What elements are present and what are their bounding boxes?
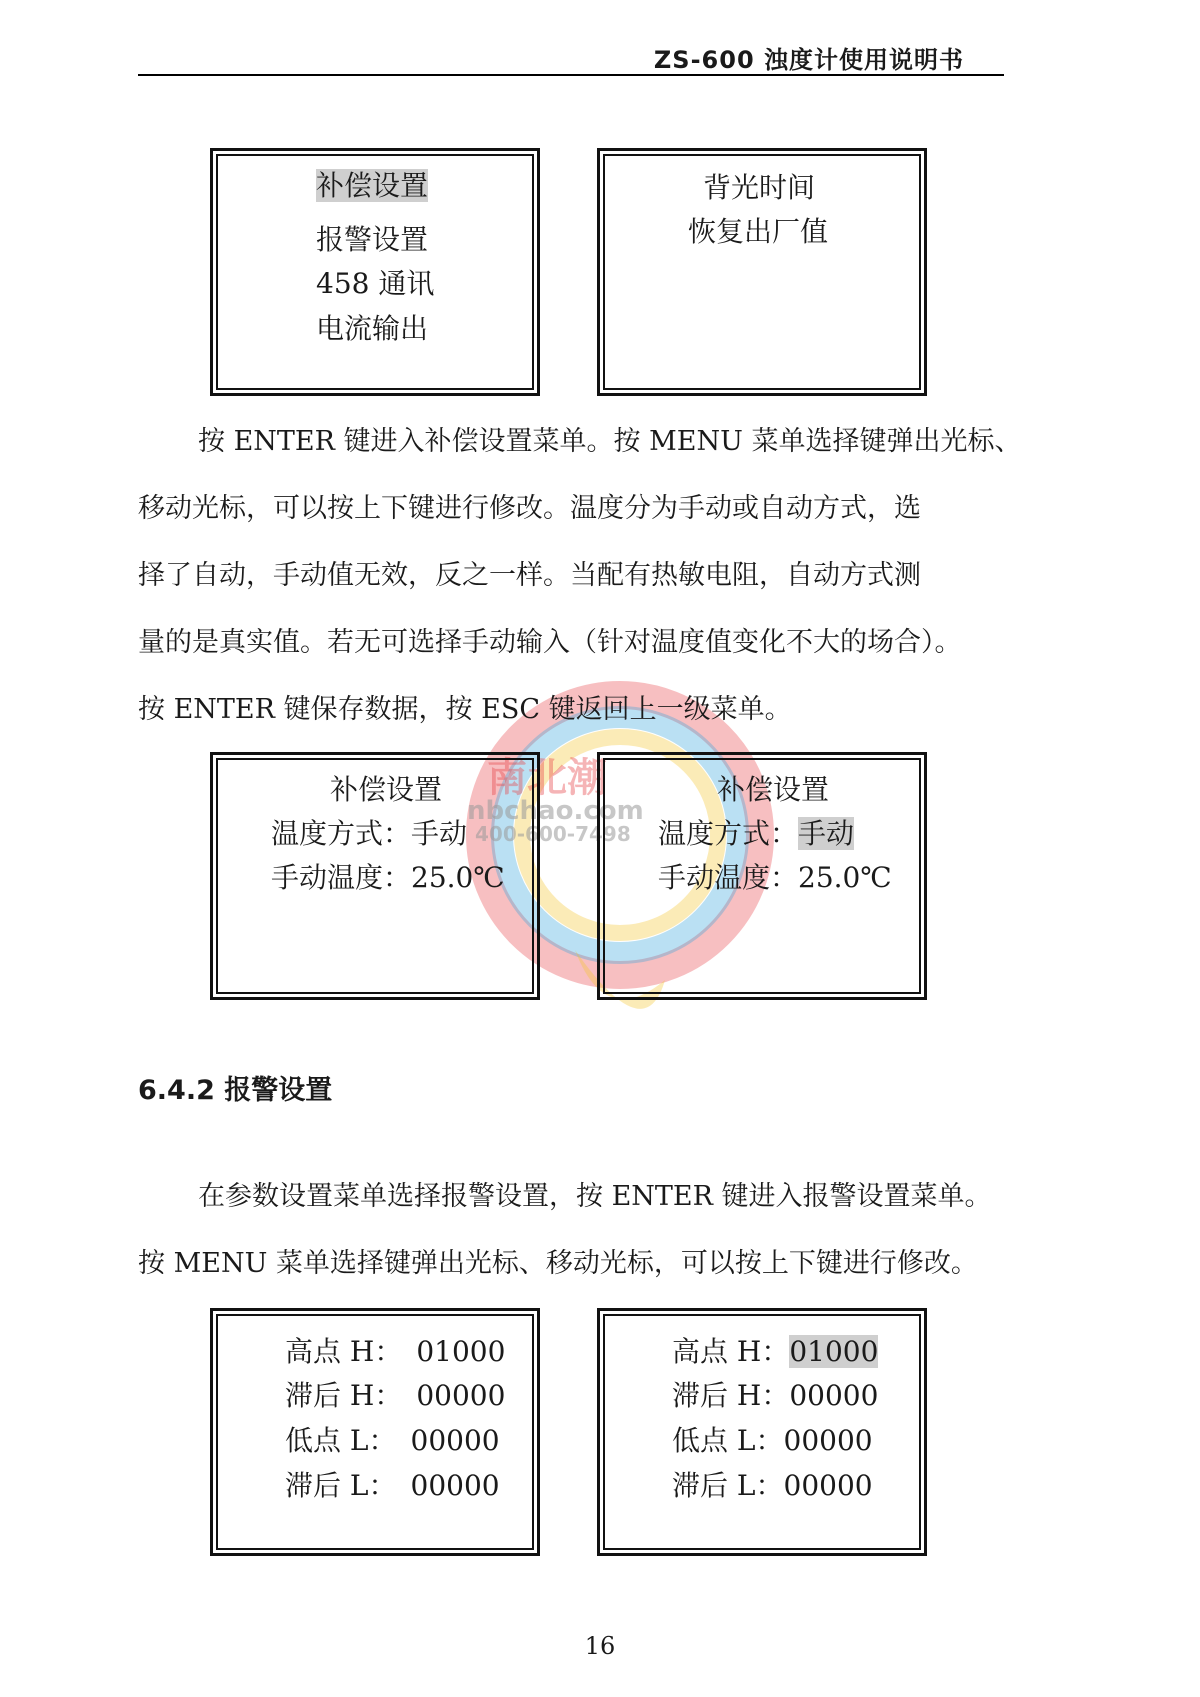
compensation-screen-right <box>597 752 927 1000</box>
alarm-value: 01000 <box>416 1335 506 1368</box>
alarm-label: 滞后 H： <box>672 1379 790 1412</box>
paragraph-line: 在参数设置菜单选择报警设置，按 ENTER 键进入报警设置菜单。 <box>198 1181 992 1212</box>
paragraph-line: 按 ENTER 键保存数据，按 ESC 键返回上一级菜单。 <box>138 694 792 725</box>
menu-item-compensation: 补偿设置 <box>316 169 429 202</box>
alarm-label: 滞后 H： <box>285 1379 403 1412</box>
manual-temp-label: 手动温度： <box>271 861 412 894</box>
alarm-label: 滞后 L： <box>285 1469 397 1502</box>
alarm-value: 00000 <box>789 1379 879 1412</box>
paragraph-line: 按 MENU 菜单选择键弹出光标、移动光标，可以按上下键进行修改。 <box>138 1248 978 1279</box>
alarm-value: 00000 <box>410 1424 500 1457</box>
menu-screen-left <box>210 148 540 396</box>
menu-item-alarm: 报警设置 <box>316 223 429 256</box>
paragraph-line: 移动光标，可以按上下键进行修改。温度分为手动或自动方式，选 <box>138 493 921 524</box>
paragraph-compensation <box>138 408 1022 743</box>
menu-item-factory-reset: 恢复出厂值 <box>688 215 829 248</box>
watermark-site: nbchao.com <box>467 796 644 826</box>
alarm-screen-left <box>210 1308 540 1556</box>
section-heading: 6.4.2 报警设置 <box>138 1075 333 1106</box>
alarm-screen-right <box>597 1308 927 1556</box>
alarm-label: 滞后 L： <box>672 1469 784 1502</box>
temp-mode-row <box>658 815 854 853</box>
alarm-row <box>285 1377 505 1415</box>
alarm-label: 低点 L： <box>285 1424 397 1457</box>
alarm-value: 00000 <box>783 1424 873 1457</box>
alarm-row <box>672 1422 873 1460</box>
temp-mode-value-highlighted: 手动 <box>798 817 855 850</box>
alarm-row <box>672 1333 878 1371</box>
alarm-row <box>285 1422 500 1460</box>
alarm-row <box>672 1467 873 1505</box>
alarm-row <box>285 1333 505 1371</box>
page-number: 16 <box>584 1632 616 1660</box>
manual-temp-row <box>658 859 892 897</box>
header-divider <box>138 74 1004 76</box>
manual-temp-row <box>271 859 505 897</box>
temp-mode-label: 温度方式： <box>271 817 412 850</box>
menu-item-comm: 458 通讯 <box>316 267 435 300</box>
paragraph-line: 择了自动，手动值无效，反之一样。当配有热敏电阻，自动方式测 <box>138 560 921 591</box>
alarm-label: 高点 H： <box>672 1335 790 1368</box>
menu-item-backlight: 背光时间 <box>703 171 816 204</box>
alarm-value-highlighted: 01000 <box>789 1335 879 1368</box>
alarm-value: 00000 <box>783 1469 873 1502</box>
alarm-value: 00000 <box>410 1469 500 1502</box>
screen-title: 补偿设置 <box>330 773 443 806</box>
manual-temp-value: 25.0℃ <box>411 861 505 894</box>
alarm-row <box>672 1377 878 1415</box>
watermark-brand: 南北潮 <box>487 755 607 801</box>
menu-screen-right <box>597 148 927 396</box>
manual-temp-label: 手动温度： <box>658 861 799 894</box>
alarm-value: 00000 <box>416 1379 506 1412</box>
watermark-phone: 400-600-7498 <box>475 822 631 846</box>
alarm-label: 低点 L： <box>672 1424 784 1457</box>
menu-item-current-output: 电流输出 <box>316 312 429 345</box>
temp-mode-value: 手动 <box>411 817 468 850</box>
paragraph-line: 按 ENTER 键进入补偿设置菜单。按 MENU 菜单选择键弹出光标、 <box>198 426 1022 457</box>
temp-mode-label: 温度方式： <box>658 817 799 850</box>
compensation-screen-left <box>210 752 540 1000</box>
paragraph-alarm <box>138 1163 1018 1297</box>
manual-temp-value: 25.0℃ <box>798 861 892 894</box>
alarm-label: 高点 H： <box>285 1335 403 1368</box>
document-header-title: ZS-600 浊度计使用说明书 <box>653 46 964 74</box>
temp-mode-row <box>271 815 467 853</box>
alarm-row <box>285 1467 500 1505</box>
screen-title: 补偿设置 <box>717 773 830 806</box>
paragraph-line: 量的是真实值。若无可选择手动输入（针对温度值变化不大的场合）。 <box>138 627 962 658</box>
